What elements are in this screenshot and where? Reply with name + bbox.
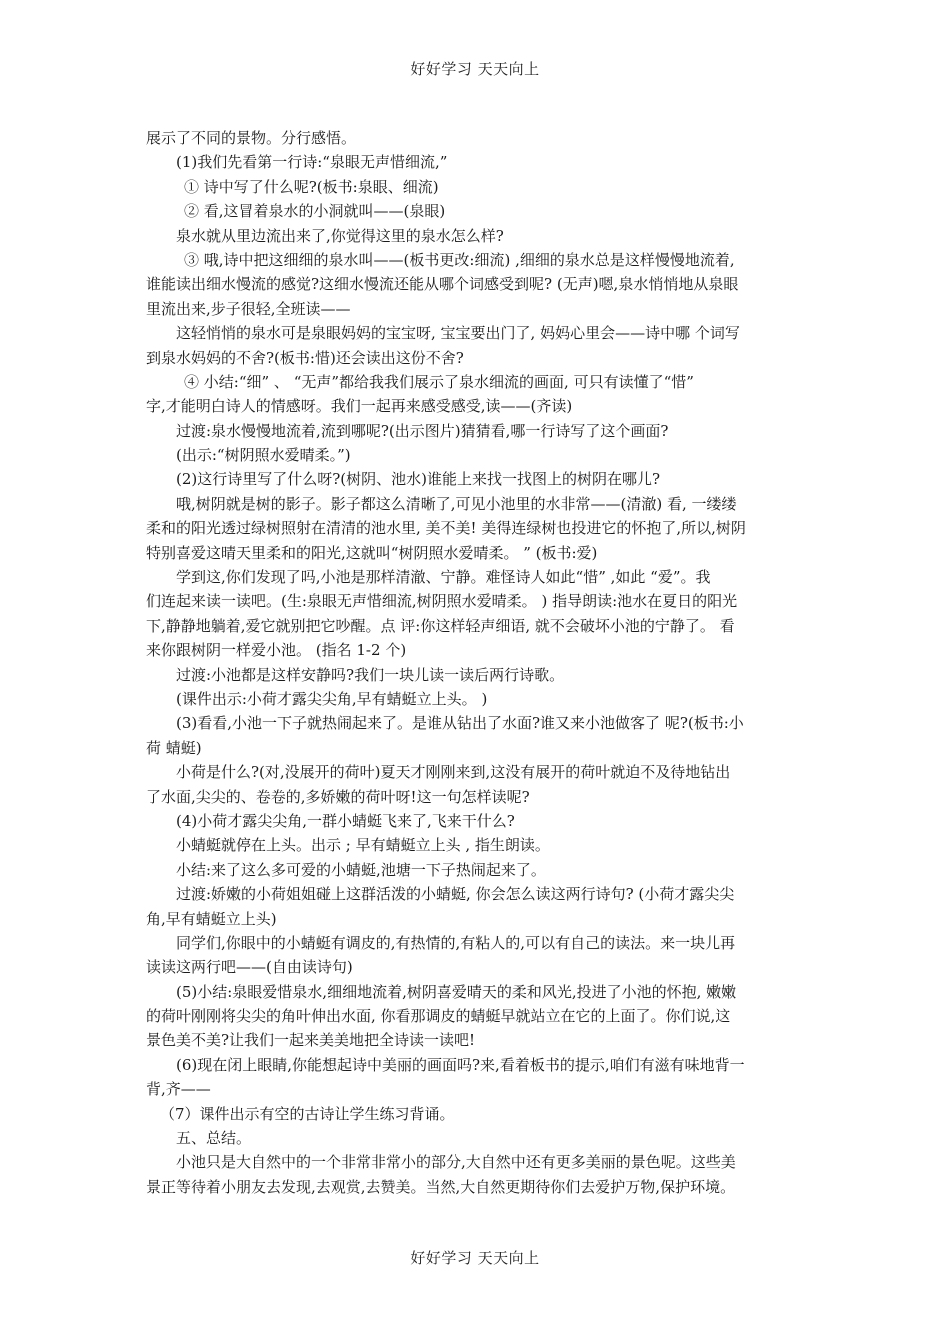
text-line: ③ 哦,诗中把这细细的泉水叫——(板书更改:细流) ,细细的泉水总是这样慢慢地流着,	[184, 250, 735, 269]
text-line: 柔和的阳光透过绿树照射在清清的池水里, 美不美! 美得连绿树也投进它的怀抱了,所以,树阴	[146, 519, 746, 538]
text-line: 小结:来了这么多可爱的小蜻蜓,池塘一下子热闹起来了。	[176, 860, 546, 879]
text-line: 特别喜爱这晴天里柔和的阳光,这就叫“树阴照水爱晴柔。 ” (板书:爱)	[146, 543, 598, 562]
text-line: 泉水就从里边流出来了,你觉得这里的泉水怎么样?	[176, 226, 504, 245]
text-line: 这轻悄悄的泉水可是泉眼妈妈的宝宝呀, 宝宝要出门了, 妈妈心里会——诗中哪 个词写	[176, 324, 740, 343]
text-line: 了水面,尖尖的、卷卷的,多娇嫩的荷叶呀!这一句怎样读呢?	[146, 787, 530, 806]
text-line: (2)这行诗里写了什么呀?(树阴、池水)谁能上来找一找图上的树阴在哪儿?	[176, 470, 661, 489]
text-line: 景正等待着小朋友去发现,去观赏,去赞美。当然,大自然更期待你们去爱护万物,保护环境。	[146, 1177, 736, 1196]
text-line: 们连起来读一读吧。(生:泉眼无声惜细流,树阴照水爱晴柔。 ) 指导朗读:池水在夏日的阳光	[146, 592, 738, 611]
text-line: 小荷是什么?(对,没展开的荷叶)夏天才刚刚来到,这没有展开的荷叶就迫不及待地钻出	[176, 763, 731, 782]
text-line: 小池只是大自然中的一个非常非常小的部分,大自然中还有更多美丽的景色呢。这些美	[176, 1153, 736, 1172]
text-line: ① 诗中写了什么呢?(板书:泉眼、细流)	[184, 177, 439, 196]
text-line: 下,静静地躺着,爱它就别把它吵醒。点 评:你这样轻声细语, 就不会破坏小池的宁静了。 看	[146, 616, 735, 635]
text-line: 过渡:小池都是这样安静吗?我们一块儿读一读后两行诗歌。	[176, 665, 565, 684]
text-line: 学到这,你们发现了吗,小池是那样清澈、宁静。难怪诗人如此“惜” ,如此 “爱”。我	[176, 568, 711, 587]
text-line: 读读这两行吧——(自由读诗句)	[146, 958, 353, 977]
text-line: 小蜻蜓就停在上头。出示 ; 早有蜻蜓立上头 , 指生朗读。	[176, 836, 550, 855]
text-line: 到泉水妈妈的不舍?(板书:惜)还会读出这份不舍?	[146, 348, 464, 367]
text-line: 里流出来,步子很轻,全班读——	[146, 299, 351, 318]
text-line: 过渡:泉水慢慢地流着,流到哪呢?(出示图片)猜猜看,哪一行诗写了这个画面?	[176, 421, 669, 440]
page-footer: 好好学习 天天向上	[410, 1249, 540, 1267]
text-line: (3)看看,小池一下子就热闹起来了。是谁从钻出了水面?谁又来小池做客了 呢?(板书:小	[176, 714, 744, 733]
text-line: 展示了不同的景物。分行感悟。	[146, 129, 357, 147]
text-line: ② 看,这冒着泉水的小洞就叫——(泉眼)	[184, 202, 446, 221]
text-line: 五、总结。	[176, 1129, 252, 1148]
text-line: 过渡:娇嫩的小荷姐姐碰上这群活泼的小蜻蜓, 你会怎么读这两行诗句? (小荷才露尖尖	[176, 885, 735, 904]
text-line: (5)小结:泉眼爱惜泉水,细细地流着,树阴喜爱晴天的柔和风光,投进了小池的怀抱, 嫩嫩	[176, 982, 737, 1001]
document-body	[146, 126, 809, 1199]
text-line: 背,齐——	[146, 1080, 211, 1099]
text-line: (4)小荷才露尖尖角,一群小蜻蜓飞来了,飞来干什么?	[176, 811, 515, 830]
text-line: (课件出示:小荷才露尖尖角,早有蜻蜓立上头。 )	[176, 689, 488, 708]
text-line: ④ 小结:“细” 、 “无声”都给我我们展示了泉水细流的画面, 可只有读懂了“惜”	[184, 372, 694, 391]
text-line: 谁能读出细水慢流的感觉?这细水慢流还能从哪个词感受到呢? (无声)嗯,泉水悄悄地从泉眼	[146, 275, 739, 294]
text-line: (6)现在闭上眼睛,你能想起诗中美丽的画面吗?来,看着板书的提示,咱们有滋有味地背一	[176, 1055, 745, 1074]
text-line: 景色美不美?让我们一起来美美地把全诗读一读吧!	[146, 1031, 476, 1050]
text-line: 字,才能明白诗人的情感呀。我们一起再来感受感受,读——(齐读)	[146, 397, 573, 416]
text-line: (1)我们先看第一行诗:“泉眼无声惜细流,”	[176, 153, 448, 172]
text-line: 同学们,你眼中的小蜻蜓有调皮的,有热情的,有粘人的,可以有自己的读法。来一块儿再	[176, 933, 736, 952]
text-line: 的荷叶刚刚将尖尖的角叶伸出水面, 你看那调皮的蜻蜓早就站立在它的上面了。你们说,这	[146, 1007, 731, 1026]
text-line: 哦,树阴就是树的影子。影子都这么清晰了,可见小池里的水非常——(清澈) 看, 一缕缕	[176, 494, 737, 513]
text-line: (出示:“树阴照水爱晴柔。”)	[176, 446, 351, 465]
text-line: 来你跟树阴一样爱小池。 (指名 1-2 个)	[146, 641, 407, 660]
text-line: （7）课件出示有空的古诗让学生练习背诵。	[160, 1104, 455, 1123]
text-line: 角,早有蜻蜓立上头)	[146, 909, 277, 928]
text-line: 荷 蜻蜓)	[146, 738, 202, 757]
page-header: 好好学习 天天向上	[410, 60, 540, 78]
